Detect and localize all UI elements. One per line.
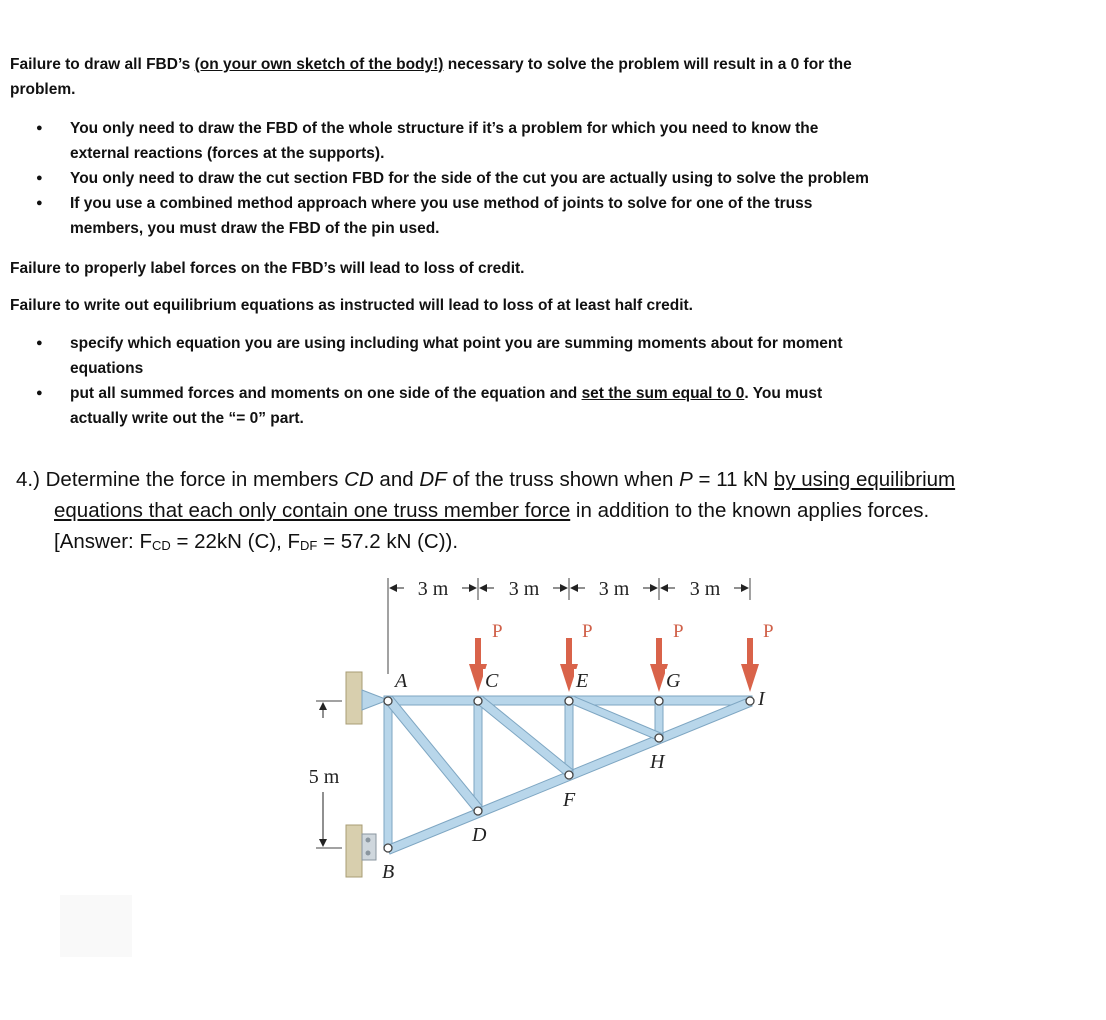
joint-d (474, 807, 482, 815)
bullet-item: ● If you use a combined method approach where you use method of joints to solve for one of the truss members, you must draw the FBD of the pin used. (30, 191, 869, 241)
member-cf (474, 696, 573, 775)
blank-region (60, 895, 132, 957)
intro-paragraph (10, 52, 852, 102)
label-i: I (758, 688, 765, 710)
load-arrow-i (741, 621, 774, 692)
bullet-item: ● You only need to draw the FBD of the whole structure if it’s a problem for which you need to know the external reactions (forces at the supports). (30, 116, 869, 166)
label-f: F (563, 789, 576, 811)
label-warning: Failure to properly label forces on the FBD’s will lead to loss of credit. (10, 260, 525, 277)
truss-diagram (280, 570, 800, 890)
label-h: H (650, 751, 665, 773)
member-ad (384, 696, 482, 811)
member-ef (565, 700, 573, 774)
answer-line: [Answer: $F_{CD} = 22kN$ (C), $F_{DF} = 57.2$ kN (C)). (54, 530, 459, 553)
height-label: 5 m (308, 766, 340, 788)
label-b: B (382, 861, 395, 883)
label-a: A (395, 670, 408, 692)
joint-c (474, 697, 482, 705)
wall-support-top (346, 672, 362, 724)
wall-support-bottom (346, 825, 362, 877)
intro-text: Failure to draw all FBD’s (10, 56, 195, 73)
joint-g (655, 697, 663, 705)
joint-b (384, 844, 392, 852)
member-cd: CD (344, 468, 374, 491)
span-label: 3 m (689, 578, 721, 600)
bullet-item: ● put all summed forces and moments on one side of the equation and set the sum equal to 0. You must actually write out the “= 0” part. (30, 381, 843, 431)
label-e: E (576, 670, 589, 692)
svg-text:P: P (492, 621, 503, 642)
equation-warning: Failure to write out equilibrium equations as instructed will lead to loss of at least half credit. (10, 297, 693, 314)
joint-i (746, 697, 754, 705)
height-dimension (309, 701, 342, 848)
joint-a (384, 697, 392, 705)
problem-statement: 4.) Determine the force in members CD and DF of the truss shown when P = 11 kN by using equilibrium equations that each only contain one truss member force in addition to the known applies forces. [Answer: $F_{CD} = 22kN$ (C), $F_{DF} = 57.2$ kN (C)). (16, 464, 1096, 561)
member-ab (384, 696, 392, 850)
label-d: D (472, 824, 487, 846)
fbd-bullet-list (30, 116, 869, 241)
member-df: DF (419, 468, 447, 491)
intro-text-line2: problem. (10, 81, 76, 98)
span-label: 3 m (508, 578, 540, 600)
joint-e (565, 697, 573, 705)
bullet-item: ● specify which equation you are using including what point you are summing moments about for moment equations (30, 331, 843, 381)
intro-underlined: (on your own sketch of the body!) (194, 56, 444, 73)
joint-f (565, 771, 573, 779)
intro-text-cont: necessary to solve the problem will result in a 0 for the (443, 56, 852, 73)
svg-text:P: P (582, 621, 593, 642)
load-variable: P (679, 468, 693, 491)
label-c: C (485, 670, 499, 692)
bullet-item: ● You only need to draw the cut section FBD for the side of the cut you are actually using to solve the problem (30, 166, 869, 191)
applied-loads (469, 621, 774, 692)
span-label: 3 m (417, 578, 449, 600)
member-cd-bar (474, 700, 482, 810)
joint-h (655, 734, 663, 742)
svg-text:P: P (673, 621, 684, 642)
span-label: 3 m (598, 578, 630, 600)
label-g: G (666, 670, 681, 692)
svg-text:P: P (763, 621, 774, 642)
equation-bullet-list (30, 331, 843, 431)
